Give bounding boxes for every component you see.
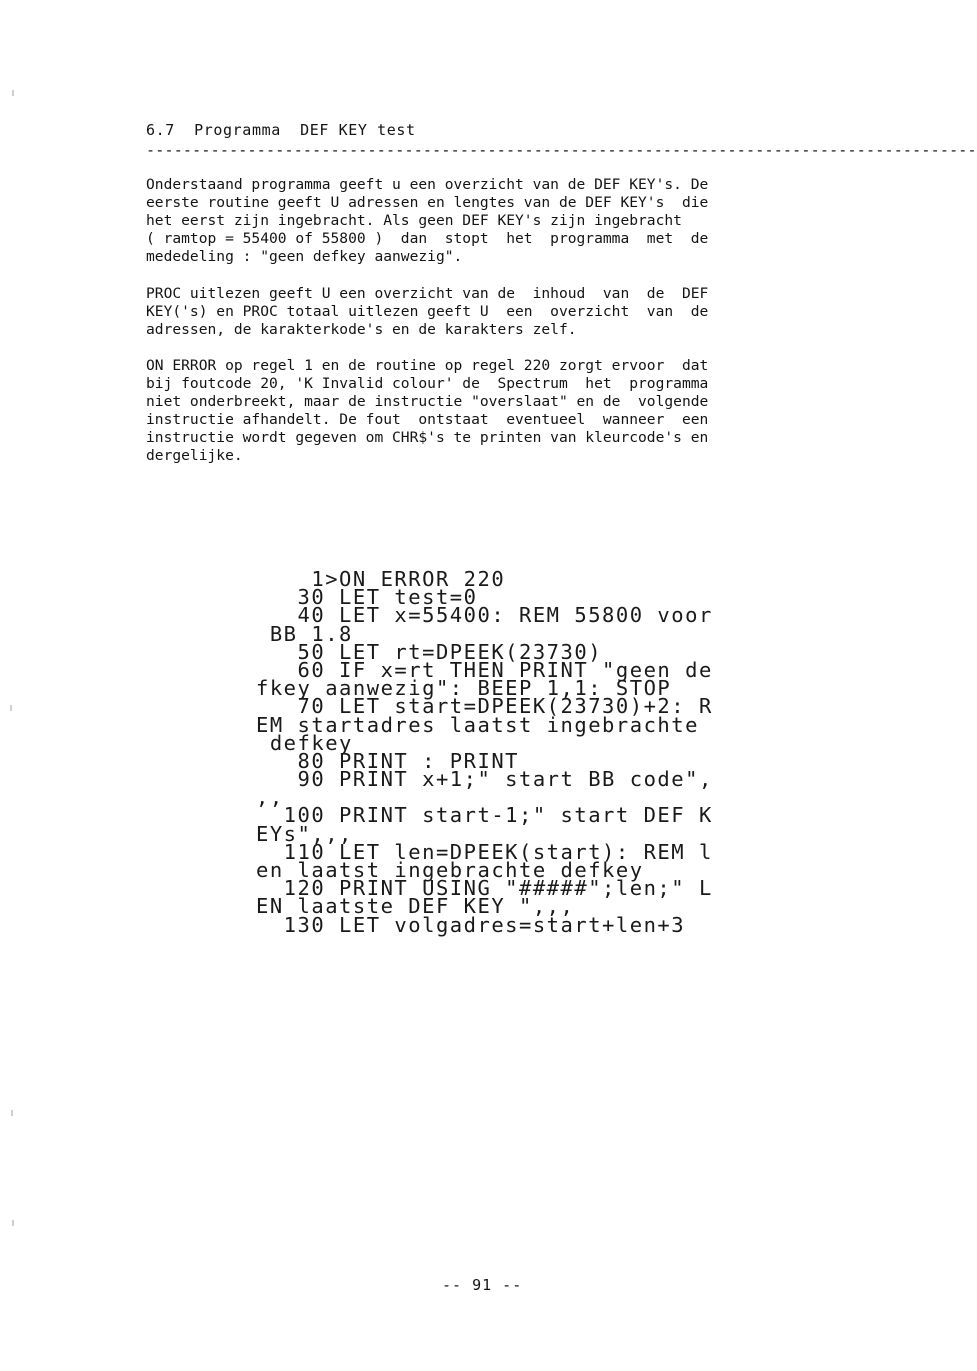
basic-program-listing xyxy=(256,567,713,937)
code-line: 90 PRINT x+1;" start BB code", xyxy=(256,767,713,792)
code-line: 50 LET rt=DPEEK(23730) xyxy=(256,639,603,664)
text-line: het eerst zijn ingebracht. Als geen DEF KEY's zijn ingebracht xyxy=(146,212,682,229)
section-heading: 6.7 Programma DEF KEY test xyxy=(146,121,416,139)
code-line: 80 PRINT : PRINT xyxy=(256,748,519,773)
page-number: -- 91 -- xyxy=(442,1276,523,1294)
code-line: defkey xyxy=(256,730,353,755)
code-line: 1>ON ERROR 220 xyxy=(256,567,506,591)
code-line: ,, xyxy=(256,785,284,810)
text-line: ( ramtop = 55400 of 55800 ) dan stopt het programma met de xyxy=(146,230,709,247)
scan-speck xyxy=(10,705,12,711)
text-line: Onderstaand programma geeft u een overzicht van de DEF KEY's. De xyxy=(146,176,709,193)
code-line: BB 1.8 xyxy=(256,621,353,646)
text-line: niet onderbreekt, maar de instructie "overslaat" en de volgende xyxy=(146,393,709,410)
code-line: 60 IF x=rt THEN PRINT "geen de xyxy=(256,657,713,682)
code-line: EN laatste DEF KEY ",,, xyxy=(256,894,575,919)
text-line: bij foutcode 20, 'K Invalid colour' de Spectrum het programma xyxy=(146,375,709,392)
text-line: dergelijke. xyxy=(146,447,243,464)
text-line: adressen, de karakterkode's en de karakters zelf. xyxy=(146,321,577,338)
text-line: eerste routine geeft U adressen en lengtes van de DEF KEY's die xyxy=(146,194,709,211)
code-line: 120 PRINT USING "#####";len;" L xyxy=(256,876,713,901)
text-line: instructie afhandelt. De fout ontstaat eventueel wanneer een xyxy=(146,411,709,428)
paragraph-on-error xyxy=(146,357,846,465)
scan-speck xyxy=(11,1110,13,1116)
code-line: 110 LET len=DPEEK(start): REM l xyxy=(256,839,713,864)
scan-speck xyxy=(12,1220,14,1226)
text-line: KEY('s) en PROC totaal uitlezen geeft U een overzicht van de xyxy=(146,303,709,320)
paragraph-overview xyxy=(146,176,846,266)
text-line: instructie wordt gegeven om CHR$'s te printen van kleurcode's en xyxy=(146,429,709,446)
code-line: EM startadres laatst ingebrachte xyxy=(256,712,699,737)
heading-rule: ------------------------------------------------------------------------------------------ xyxy=(146,141,977,159)
text-line: ON ERROR op regel 1 en de routine op regel 220 zorgt ervoor dat xyxy=(146,357,709,374)
text-line: PROC uitlezen geeft U een overzicht van de inhoud van de DEF xyxy=(146,285,709,302)
text-line: mededeling : "geen defkey aanwezig". xyxy=(146,248,463,265)
code-line: 30 LET test=0 xyxy=(256,585,478,610)
paragraph-proc xyxy=(146,285,846,339)
code-line: 100 PRINT start-1;" start DEF K xyxy=(256,803,713,828)
code-line: 40 LET x=55400: REM 55800 voor xyxy=(256,603,713,628)
code-line: 70 LET start=DPEEK(23730)+2: R xyxy=(256,694,713,719)
code-line: EYs",,, xyxy=(256,821,353,846)
code-line: en laatst ingebrachte defkey xyxy=(256,858,644,882)
code-line: 130 LET volgadres=start+len+3 xyxy=(256,912,686,937)
code-line: fkey aanwezig": BEEP 1,1: STOP xyxy=(256,676,672,701)
scan-speck xyxy=(12,90,14,96)
